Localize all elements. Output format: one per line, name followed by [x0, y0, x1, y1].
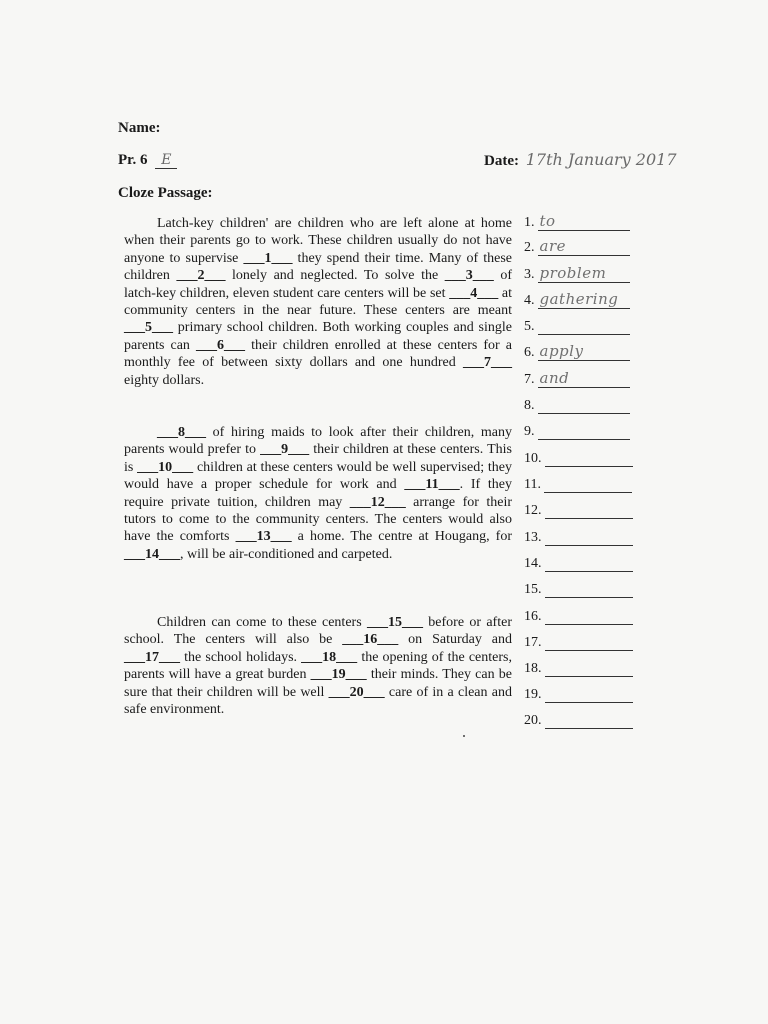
blank-marker: ___6___	[196, 337, 245, 353]
answer-blank-line[interactable]	[538, 266, 630, 283]
passage-text: primary school children. Both working couples and single parents can	[124, 320, 512, 353]
answer-number: 2.	[524, 240, 535, 255]
answer-number: 9.	[524, 424, 535, 439]
passage-text: on Saturday and	[398, 632, 512, 648]
blank-marker: ___3___	[444, 268, 494, 284]
answer-row	[524, 581, 633, 598]
answer-row	[524, 266, 630, 283]
passage-text: of latch-key children, eleven student care centers will be set	[124, 268, 512, 301]
answer-blank-line[interactable]	[538, 397, 630, 414]
answer-number: 20.	[524, 713, 542, 728]
passage-text: of hiring maids to look after their children, many parents would prefer to	[124, 425, 512, 458]
answer-row	[524, 686, 633, 703]
answer-blank-line[interactable]	[538, 344, 630, 361]
answer-handwritten: to	[539, 212, 556, 230]
paragraph-3	[124, 614, 512, 718]
answer-handwritten: apply	[539, 342, 584, 360]
answer-number: 15.	[524, 582, 542, 597]
answer-number: 12.	[524, 503, 542, 518]
blank-marker: ___18___	[301, 649, 358, 665]
blank-marker: ___8___	[157, 425, 206, 440]
answer-number: 18.	[524, 661, 542, 676]
class-handwritten: E	[155, 152, 177, 169]
paragraph-1	[124, 215, 512, 389]
answer-row	[524, 292, 630, 309]
answer-row	[524, 660, 633, 677]
passage-text: they spend their time. Many of these children	[124, 250, 512, 284]
passage-text: eighty dollars.	[124, 372, 205, 388]
blank-marker: ___2___	[176, 268, 226, 284]
stray-mark	[463, 735, 465, 737]
blank-marker: ___12___	[349, 494, 406, 510]
answer-row	[524, 502, 633, 519]
blank-marker: ___13___	[235, 529, 292, 545]
answer-blank-line[interactable]	[545, 581, 633, 598]
answer-row	[524, 239, 630, 256]
passage-text: before or after school. The centers will also be	[124, 615, 512, 648]
passage-text: a home. The centre at Hougang, for	[291, 529, 512, 545]
blank-marker: ___5___	[124, 320, 173, 336]
answer-row	[524, 712, 633, 729]
passage-text: arrange for their tutors to come to the community centers. The centers would also have the comforts	[124, 494, 512, 545]
answer-blank-line[interactable]	[545, 555, 633, 572]
passage-text: Latch-key children' are children who are left alone at home when their parents go to work. These children usually do not have anyone to supervise	[124, 216, 512, 266]
class-label: Pr. 6	[118, 152, 148, 168]
answer-blank-line[interactable]	[545, 529, 633, 546]
answer-handwritten: problem	[539, 264, 607, 282]
answer-blank-line[interactable]	[545, 634, 633, 651]
answer-number: 5.	[524, 319, 535, 334]
answer-blank-line[interactable]	[545, 660, 633, 677]
answer-row	[524, 608, 633, 625]
answer-number: 6.	[524, 345, 535, 360]
passage-text: children at these centers would be well supervised; they would have a proper schedule for work and	[124, 459, 512, 493]
answer-row	[524, 318, 630, 335]
answer-number: 11.	[524, 477, 541, 492]
answer-row	[524, 423, 630, 440]
answer-number: 1.	[524, 215, 535, 230]
blank-marker: ___19___	[310, 667, 367, 683]
passage-text: their minds. They can be sure that their children will be well	[124, 667, 512, 700]
answer-number: 14.	[524, 556, 542, 571]
date-label: Date:	[484, 153, 519, 169]
answer-row	[524, 214, 630, 231]
name-label: Name:	[118, 120, 161, 136]
section-title: Cloze Passage:	[118, 185, 213, 201]
date-field	[484, 150, 677, 170]
answer-number: 4.	[524, 293, 535, 308]
answer-handwritten: and	[539, 369, 570, 387]
answer-handwritten: gathering	[539, 290, 619, 308]
answer-handwritten: are	[539, 237, 566, 255]
answer-blank-line[interactable]	[538, 318, 630, 335]
passage-text: , will be air-conditioned and carpeted.	[180, 546, 393, 562]
blank-marker: ___16___	[342, 632, 399, 648]
passage-text: . If they require private tuition, children may	[124, 477, 512, 510]
answer-row	[524, 476, 632, 493]
answer-number: 10.	[524, 451, 542, 466]
blank-marker: ___11___	[404, 477, 460, 493]
answer-row	[524, 555, 633, 572]
passage-text: the school holidays.	[180, 649, 302, 665]
answer-row	[524, 450, 633, 467]
answer-blank-line[interactable]	[544, 476, 632, 493]
class-field	[118, 152, 177, 169]
answer-blank-line[interactable]	[545, 450, 633, 467]
answer-blank-line[interactable]	[538, 371, 630, 388]
answer-blank-line[interactable]	[538, 292, 630, 309]
blank-marker: ___17___	[124, 649, 180, 665]
answer-number: 13.	[524, 530, 542, 545]
blank-marker: ___15___	[366, 615, 423, 630]
answer-number: 17.	[524, 635, 542, 650]
passage-text: their children at these centers. This is	[124, 442, 512, 475]
answer-number: 3.	[524, 267, 535, 282]
blank-marker: ___4___	[449, 285, 499, 301]
answer-blank-line[interactable]	[538, 423, 630, 440]
answer-row	[524, 344, 630, 361]
passage-text: the opening of the centers, parents will have a great burden	[124, 649, 512, 683]
passage-text: their children enrolled at these centers for a monthly fee of between sixty dollars and one hundred	[124, 337, 512, 371]
blank-marker: ___9___	[260, 442, 310, 458]
paragraph-2	[124, 424, 512, 563]
blank-marker: ___1___	[243, 250, 293, 266]
passage-text: Children can come to these centers	[157, 615, 367, 630]
answer-blank-line[interactable]	[538, 214, 630, 231]
answer-blank-line[interactable]	[545, 686, 633, 703]
passage-text: lonely and neglected. To solve the	[225, 268, 445, 284]
blank-marker: ___7___	[463, 355, 512, 371]
blank-marker: ___20___	[328, 684, 385, 700]
answer-number: 7.	[524, 372, 535, 387]
answer-number: 16.	[524, 609, 542, 624]
answer-row	[524, 371, 630, 388]
answer-blank-line[interactable]	[545, 712, 633, 729]
answer-row	[524, 397, 630, 414]
answer-number: 19.	[524, 687, 542, 702]
answer-blank-line[interactable]	[545, 608, 633, 625]
blank-marker: ___10___	[137, 459, 194, 475]
answer-blank-line[interactable]	[538, 239, 630, 256]
answer-row	[524, 634, 633, 651]
answer-row	[524, 529, 633, 546]
date-handwritten: 17th January 2017	[525, 150, 677, 169]
blank-marker: ___14___	[124, 546, 180, 562]
answer-blank-line[interactable]	[545, 502, 633, 519]
passage-text: at community centers in the near future. These centers are meant	[124, 285, 512, 319]
passage-text: care of in a clean and safe environment.	[124, 684, 512, 718]
answer-number: 8.	[524, 398, 535, 413]
